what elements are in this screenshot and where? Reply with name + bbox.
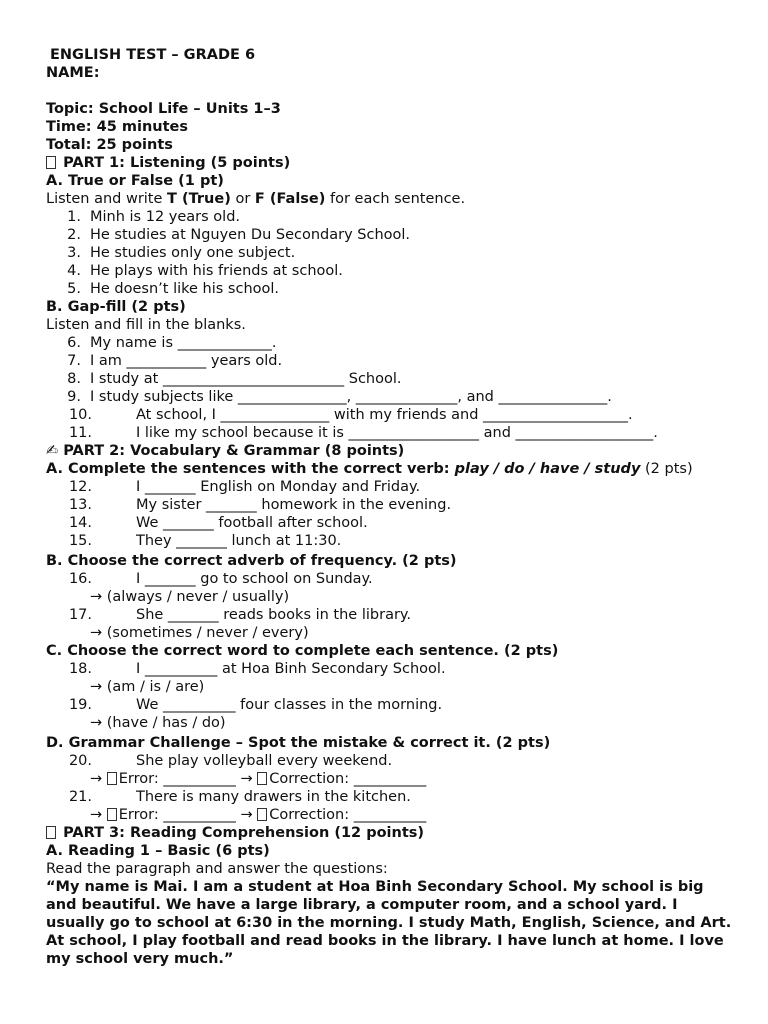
part2-a-title: A. Complete the sentences with the correct verb: play / do / have / study (2 pts)	[46, 461, 693, 477]
question-number: 6.	[67, 335, 81, 351]
question-text: He plays with his friends at school.	[90, 263, 343, 279]
question-text: They _______ lunch at 11:30.	[136, 533, 342, 549]
question-item	[0, 424, 768, 442]
question-item	[0, 788, 768, 806]
part2-c-title: C. Choose the correct word to complete each sentence. (2 pts)	[46, 643, 559, 659]
error-blank: Error: __________ →	[118, 807, 258, 823]
question-number: 10.	[68, 407, 92, 423]
question-number: 5.	[67, 281, 81, 297]
correction-blank: Correction: __________	[269, 807, 427, 823]
question-item	[0, 514, 768, 532]
question-number: 8.	[67, 371, 81, 387]
part2-d-title: D. Grammar Challenge – Spot the mistake & correct it. (2 pts)	[46, 735, 551, 751]
question-number: 17.	[68, 607, 92, 623]
question-item	[0, 532, 768, 550]
question-number: 20.	[68, 753, 92, 769]
placeholder-box-icon	[46, 156, 56, 169]
question-item	[0, 660, 768, 678]
question-item	[0, 334, 768, 352]
question-text: I am ___________ years old.	[90, 353, 283, 369]
question-text: I _______ English on Monday and Friday.	[136, 479, 421, 495]
question-text: My sister _______ homework in the evening.	[136, 497, 452, 513]
placeholder-box-icon	[257, 772, 267, 785]
part3-a-instructions: Read the paragraph and answer the questions:	[46, 861, 388, 877]
part3-heading: PART 3: Reading Comprehension (12 points)	[46, 824, 424, 842]
question-number: 19.	[68, 697, 92, 713]
topic-line: Topic: School Life – Units 1–3	[46, 101, 281, 117]
question-number: 12.	[68, 479, 92, 495]
question-number: 11.	[68, 425, 92, 441]
part1-b-instructions: Listen and fill in the blanks.	[46, 317, 246, 333]
question-item	[0, 208, 768, 226]
question-item	[0, 352, 768, 370]
part2-heading: ✍ PART 2: Vocabulary & Grammar (8 points)	[46, 443, 405, 459]
question-text: I study at _________________________ School.	[90, 371, 402, 387]
question-number: 9.	[67, 389, 81, 405]
question-text: There is many drawers in the kitchen.	[136, 789, 411, 805]
question-number: 1.	[67, 209, 81, 225]
question-text: At school, I _______________ with my friends and ____________________.	[136, 407, 633, 423]
error-correction-line: → Error: __________ → Correction: __________	[90, 807, 427, 823]
question-number: 14.	[68, 515, 92, 531]
question-text: I like my school because it is __________________ and ___________________.	[136, 425, 658, 441]
total-line: Total: 25 points	[46, 137, 173, 153]
question-number: 3.	[67, 245, 81, 261]
question-number: 15.	[68, 533, 92, 549]
question-item	[0, 570, 768, 588]
question-text: She _______ reads books in the library.	[136, 607, 412, 623]
question-number: 7.	[67, 353, 81, 369]
question-item	[0, 262, 768, 280]
question-number: 2.	[67, 227, 81, 243]
placeholder-box-icon	[46, 826, 56, 839]
answer-options: → (have / has / do)	[90, 715, 226, 731]
question-text: We __________ four classes in the morning.	[136, 697, 443, 713]
answer-options: → (always / never / usually)	[90, 589, 290, 605]
question-item	[0, 370, 768, 388]
question-text: I study subjects like _______________, ______________, and _______________.	[90, 389, 612, 405]
question-number: 21.	[68, 789, 92, 805]
part1-a-instructions: Listen and write T (True) or F (False) for each sentence.	[46, 191, 466, 207]
question-item	[0, 696, 768, 714]
reading-paragraph: “My name is Mai. I am a student at Hoa Binh Secondary School. My school is big and beautiful. We have a large library, a computer room, and a school yard. I usually go to school at 6:30 in the morning. I study Math, English, Science, and Art. At school, I play football and read books in the library. I have lunch at home. I love my school very much.”	[46, 879, 732, 967]
question-item	[0, 606, 768, 624]
question-text: Minh is 12 years old.	[90, 209, 241, 225]
question-item	[0, 406, 768, 424]
test-title: ENGLISH TEST – GRADE 6	[50, 47, 256, 63]
name-label: NAME:	[46, 65, 100, 81]
question-text: He studies at Nguyen Du Secondary School.	[90, 227, 411, 243]
question-item	[0, 226, 768, 244]
correction-blank: Correction: __________	[269, 771, 427, 787]
answer-options: → (am / is / are)	[90, 679, 205, 695]
part1-heading: PART 1: Listening (5 points)	[46, 154, 290, 172]
time-line: Time: 45 minutes	[46, 119, 188, 135]
placeholder-box-icon	[107, 772, 117, 785]
question-item	[0, 496, 768, 514]
part3-a-title: A. Reading 1 – Basic (6 pts)	[46, 843, 270, 859]
error-correction-line: → Error: __________ → Correction: __________	[90, 771, 427, 787]
part1-b-title: B. Gap-fill (2 pts)	[46, 299, 186, 315]
part1-a-title: A. True or False (1 pt)	[46, 173, 224, 189]
error-blank: Error: __________ →	[118, 771, 258, 787]
placeholder-box-icon	[257, 808, 267, 821]
question-text: She play volleyball every weekend.	[136, 753, 393, 769]
part2-b-title: B. Choose the correct adverb of frequency. (2 pts)	[46, 553, 457, 569]
question-item	[0, 244, 768, 262]
placeholder-box-icon	[107, 808, 117, 821]
question-text: He studies only one subject.	[90, 245, 296, 261]
question-number: 18.	[68, 661, 92, 677]
question-item	[0, 478, 768, 496]
question-text: My name is _____________.	[90, 335, 277, 351]
question-item	[0, 388, 768, 406]
question-text: I __________ at Hoa Binh Secondary School.	[136, 661, 446, 677]
question-text: He doesn’t like his school.	[90, 281, 280, 297]
question-item	[0, 752, 768, 770]
question-number: 4.	[67, 263, 81, 279]
answer-options: → (sometimes / never / every)	[90, 625, 309, 641]
question-text: I _______ go to school on Sunday.	[136, 571, 373, 587]
question-number: 16.	[68, 571, 92, 587]
question-text: We _______ football after school.	[136, 515, 368, 531]
question-item	[0, 280, 768, 298]
question-number: 13.	[68, 497, 92, 513]
